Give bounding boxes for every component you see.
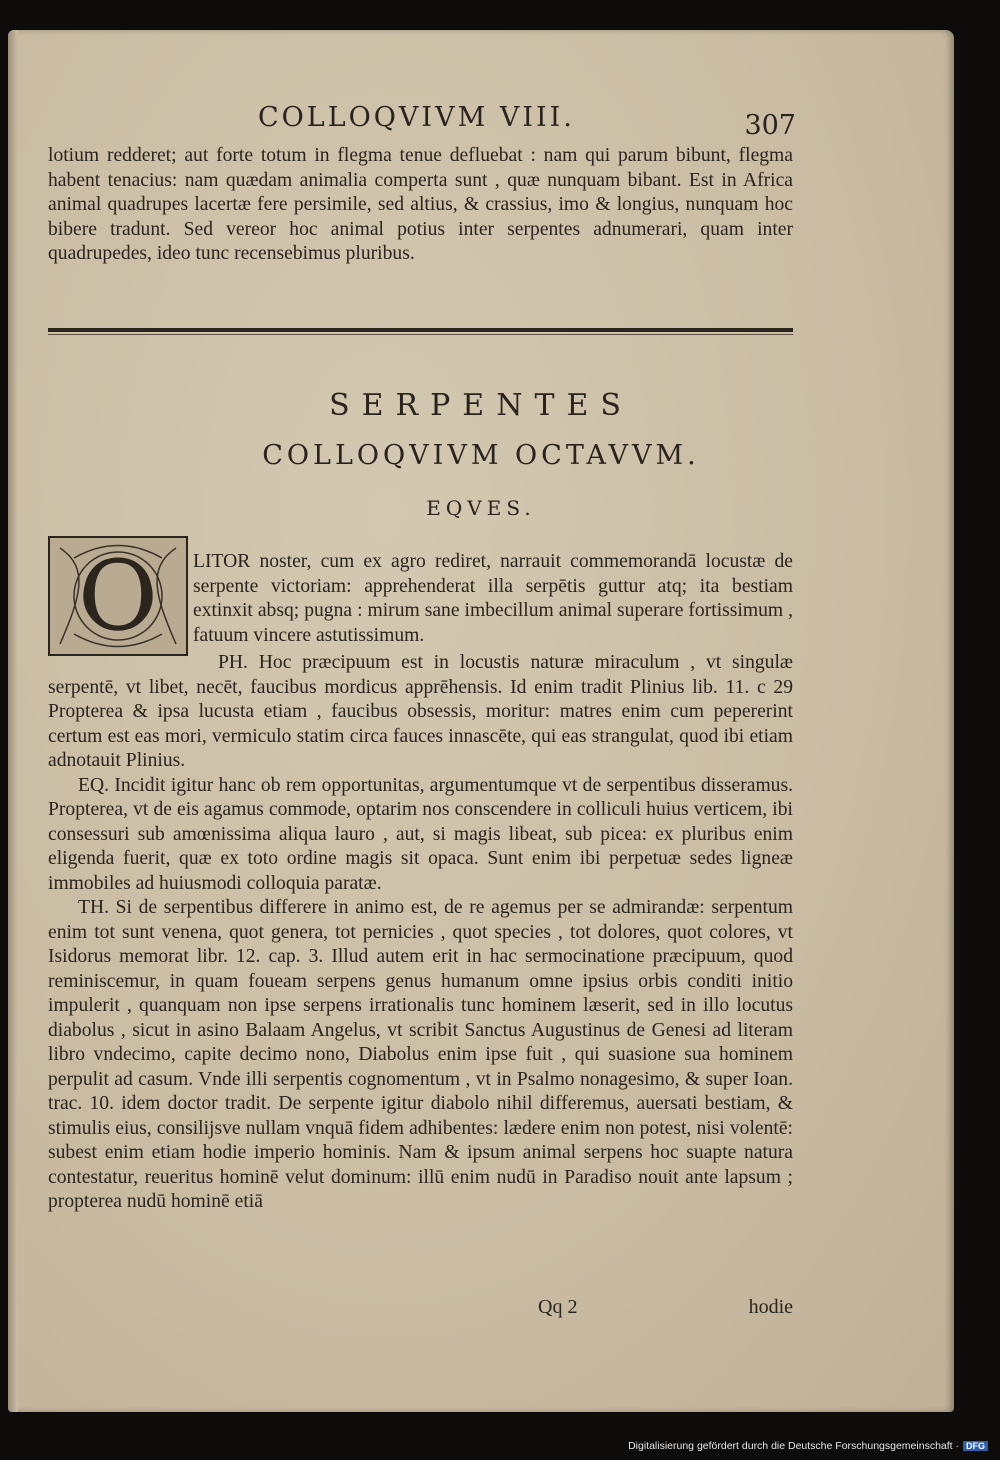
top-paragraph-text: lotium redderet; aut forte totum in flegma tenue defluebat : nam qui parum bibunt, flegma habent tenacius: nam quædam animalia comperta sunt , quæ nunquam bibant. Est in Africa animal quadrupes lacertæ fere persimile, sed altius, & crassius, imo & longius, nunquam hoc bibere tradunt. Sed vereor hoc animal potius inter serpentes adnumerari, quam inter quadrupedes, ideo tunc recensebimus pluribus.: [48, 145, 793, 264]
initial-letter: O: [78, 540, 158, 652]
speaker-heading: EQVES.: [426, 496, 536, 520]
footer-text: Digitalisierung gefördert durch die Deutsche Forschungsgemeinschaft ·: [628, 1440, 959, 1452]
page-number: 307: [744, 110, 796, 141]
dfg-logo-icon: DFG: [963, 1441, 988, 1451]
first-paragraph: [193, 550, 793, 648]
footer-credit: [628, 1440, 988, 1452]
signature-mark: Qq 2: [538, 1296, 578, 1318]
running-head: COLLOQVIVM VIII.: [258, 102, 575, 133]
section-title: SERPENTES: [329, 388, 633, 423]
paragraph-th: TH. Si de serpentibus differere in animo est, de re agemus per se admirandæ: serpentum enim tot sunt venena, quot genera, tot pernicies , quot species , tot dolores, quot colores, vt Isidorus memorat libr. 12. cap. 3. Illud autem erit in hac sermocinatione præcipuum, quod reminiscemur, in quam foueam serpens genus humanum omne ipsius orbis conditi initio impulerit , quanquam non ipse serpens irrationalis tunc hominem læserit, sed in illo locutus diabolus , sicut in asino Balaam Angelus, vt scribit Sanctus Augustinus de Genesi ad literam libro vndecimo, capite decimo nono, Diabolus enim ipse fuit , qui suasione sua hominem perpulit ad casum. Vnde illi serpentis cognomentum , vt in Psalmo nonagesimo, & super Ioan. trac. 10. idem doctor tradit. De serpente igitur diabolo nihil differemus, auersati bestiam, & stimulis eius, consilijsve nullam vnquā fidem adhibentes: lædere enim non potest, nisi volentē: subest enim etiam hodie imperio hominis. Nam & ipsum animal serpens hoc suapte natura contestatur, reueritus hominē velut dominum: illū enim nudū in Paradiso nouit ante lapsum ; propterea nudū hominē etiā: [48, 897, 793, 1212]
section-divider-thin: [48, 334, 793, 335]
first-paragraph-text: LITOR noster, cum ex agro rediret, narrauit commemorandā locustæ de serpente victoriam: apprehenderat illa serpētis guttur atq; ita bestiam extinxit absq; pugna : mirum sane imbecillum animal superare fortissimum , fatuum vincere astutissimum.: [193, 551, 793, 646]
page-edge: [8, 30, 18, 1412]
catchword: hodie: [748, 1296, 793, 1318]
decorated-initial: [48, 536, 188, 656]
colloquium-title: COLLOQVIVM OCTAVVM.: [262, 440, 700, 471]
paragraph-eq: EQ. Incidit igitur hanc ob rem opportunitas, argumentumque vt de serpentibus disseramus. Propterea, vt de eis agamus commode, optarim nos conscendere in colliculi huius verticem, ibi consessuri sub amœnissima aliqua lauro , aut, si magis libeat, sub picea: ex pluribus enim eligenda fuerit, quæ ex toto ordine magis sit opaca. Sunt enim ibi perpetuæ sedes ligneæ immobiles ad huiusmodi colloquia paratæ.: [48, 774, 793, 894]
paragraph-ph: PH. Hoc præcipuum est in locustis naturæ miraculum , vt singulæ serpentē, vt libet, necēt, faucibus mordicus apprēhensis. Id enim tradit Plinius lib. 11. c 29 Propterea & ipsa lucusta etiam , faucibus obsessis, moritur: matres enim cum pepererint certum est eas mori, vermiculo statim circa fauces innascēte, qui eas strangulat, quod ibi etiam adnotauit Plinius.: [48, 652, 793, 771]
dialogue-body: [48, 651, 793, 1215]
section-divider: [48, 328, 793, 332]
page-foot: [48, 1296, 793, 1322]
top-paragraph: [48, 144, 793, 267]
book-page: [8, 30, 954, 1412]
